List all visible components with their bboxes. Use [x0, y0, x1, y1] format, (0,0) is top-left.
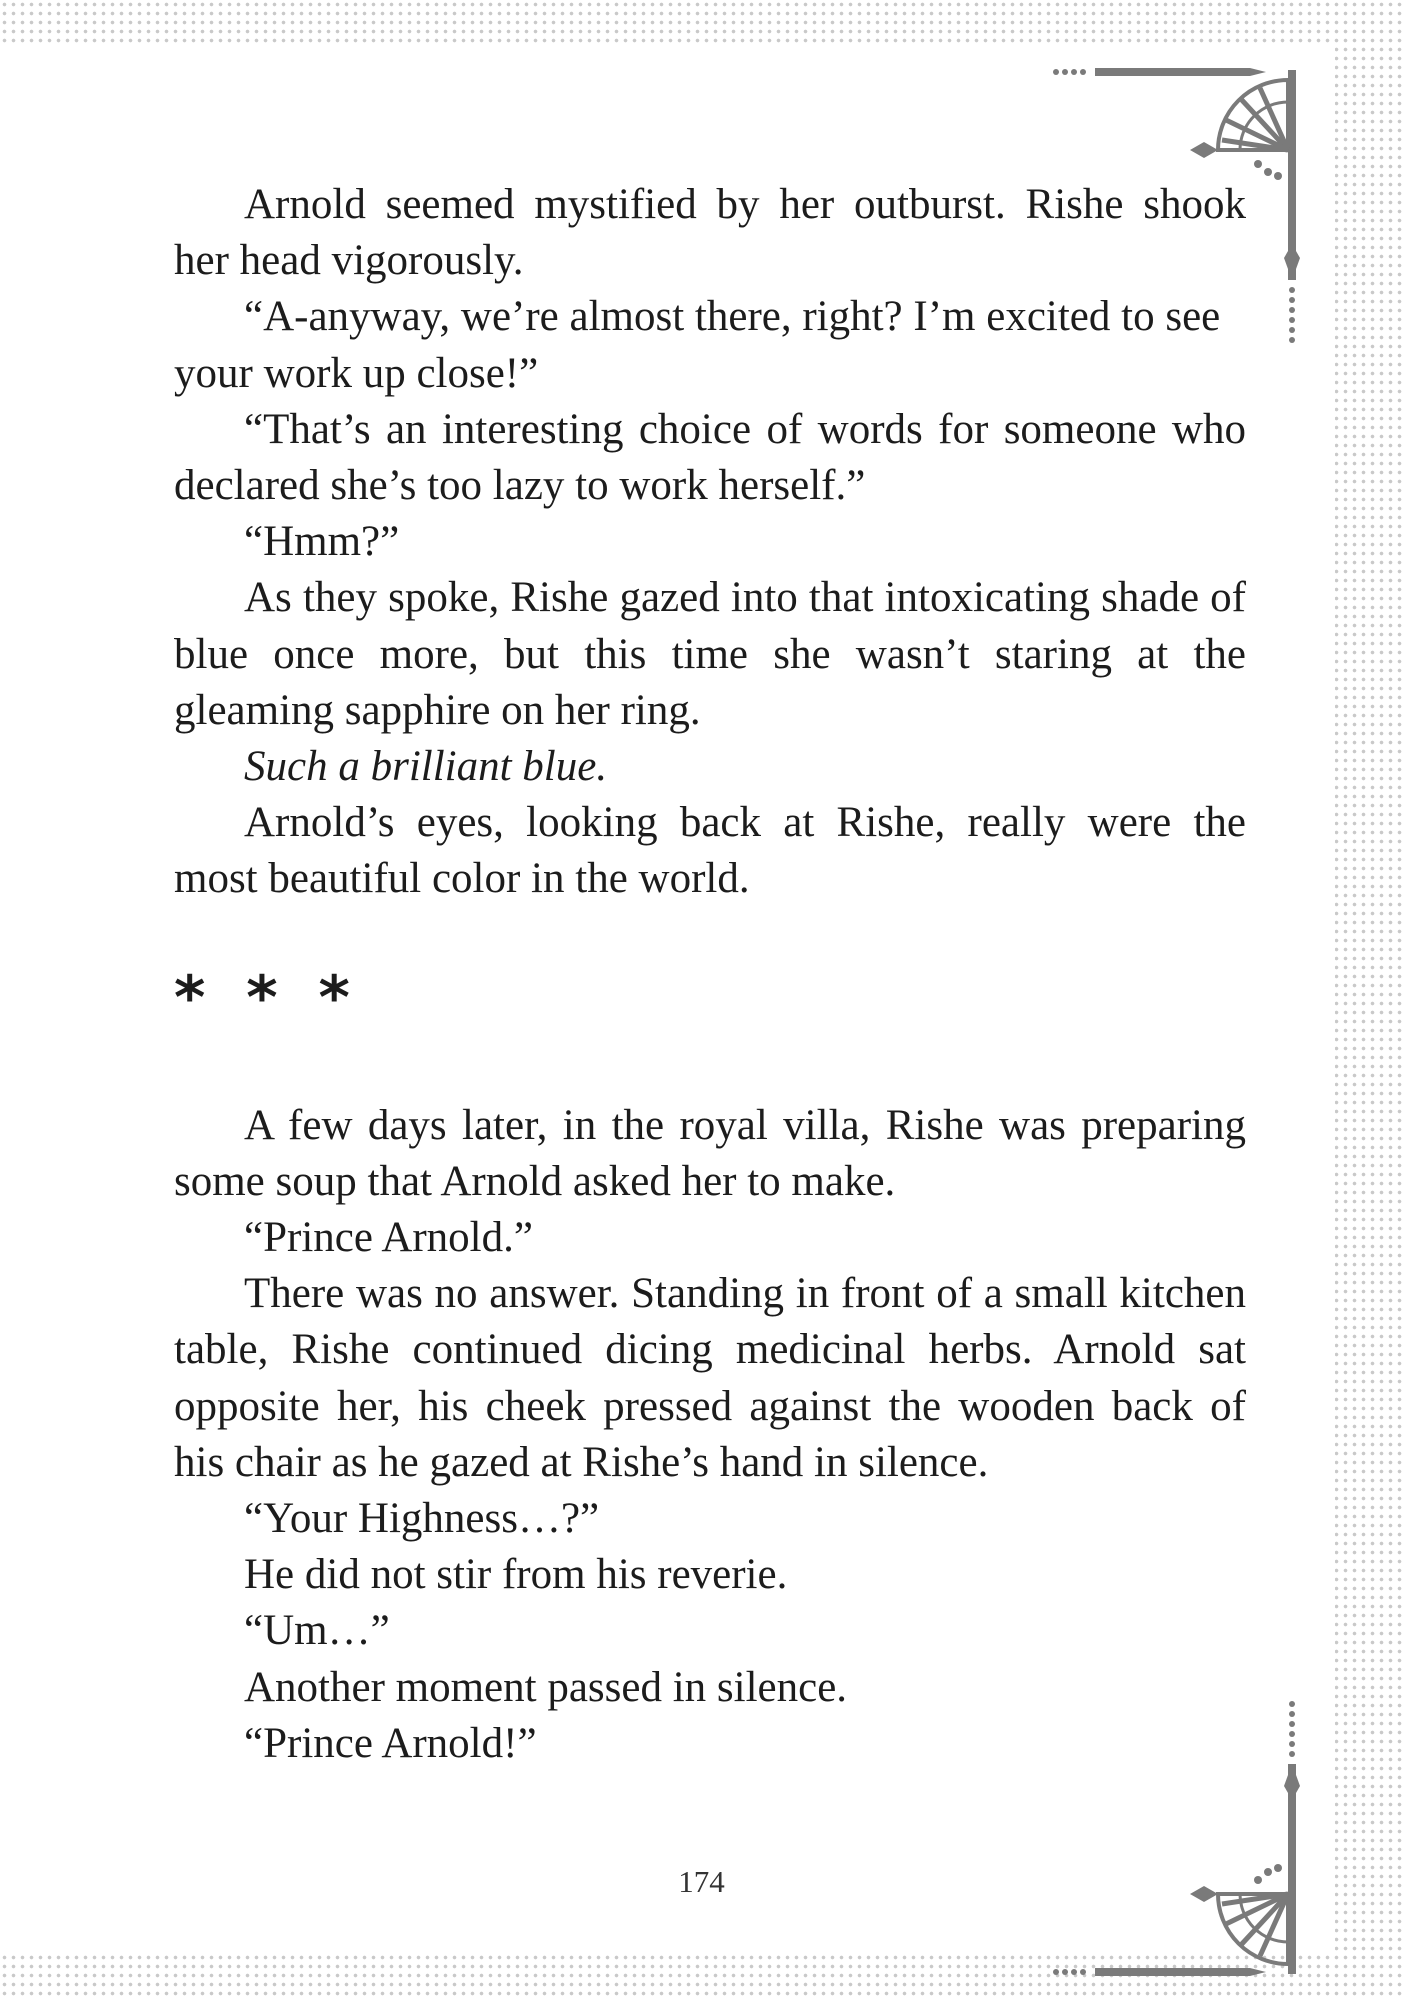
paragraph: “Hmm?” [244, 518, 400, 566]
scene-break: * * * [174, 962, 360, 1033]
book-text [174, 177, 1246, 1772]
paragraph: There was no answer. Standing in front of a small kitchen table, Rishe continued dicing medicinal herbs. Arnold sat opposite her, his cheek pressed against the wooden back of his chair as he gazed at Rishe’s hand in silence. [174, 1270, 1246, 1486]
paragraph: A few days later, in the royal villa, Rishe was preparing some soup that Arnold asked her to make. [174, 1101, 1246, 1205]
paragraph: As they spoke, Rishe gazed into that intoxicating shade of blue once more, but this time she wasn’t staring at the gleaming sapphire on her ring. [174, 574, 1246, 734]
paragraph: “A-anyway, we’re almost there, right? I’m excited to see your work up close!” [174, 293, 1221, 397]
paragraph: Arnold seemed mystified by her outburst. Rishe shook her head vigorously. [174, 181, 1246, 285]
paragraph-italic: Such a brilliant blue. [244, 743, 608, 791]
page-number: 174 [678, 1864, 725, 1899]
paragraph: “Prince Arnold.” [244, 1214, 533, 1262]
paragraph: “Prince Arnold!” [244, 1719, 537, 1767]
paragraph: Arnold’s eyes, looking back at Rishe, really were the most beautiful color in the world. [174, 799, 1246, 903]
paragraph: “Your Highness…?” [244, 1495, 600, 1543]
paragraph: Another moment passed in silence. [244, 1663, 848, 1711]
paragraph: He did not stir from his reverie. [244, 1551, 788, 1599]
paragraph: “Um…” [244, 1607, 390, 1655]
paragraph: “That’s an interesting choice of words for someone who declared she’s too lazy to work herself.” [174, 405, 1246, 510]
